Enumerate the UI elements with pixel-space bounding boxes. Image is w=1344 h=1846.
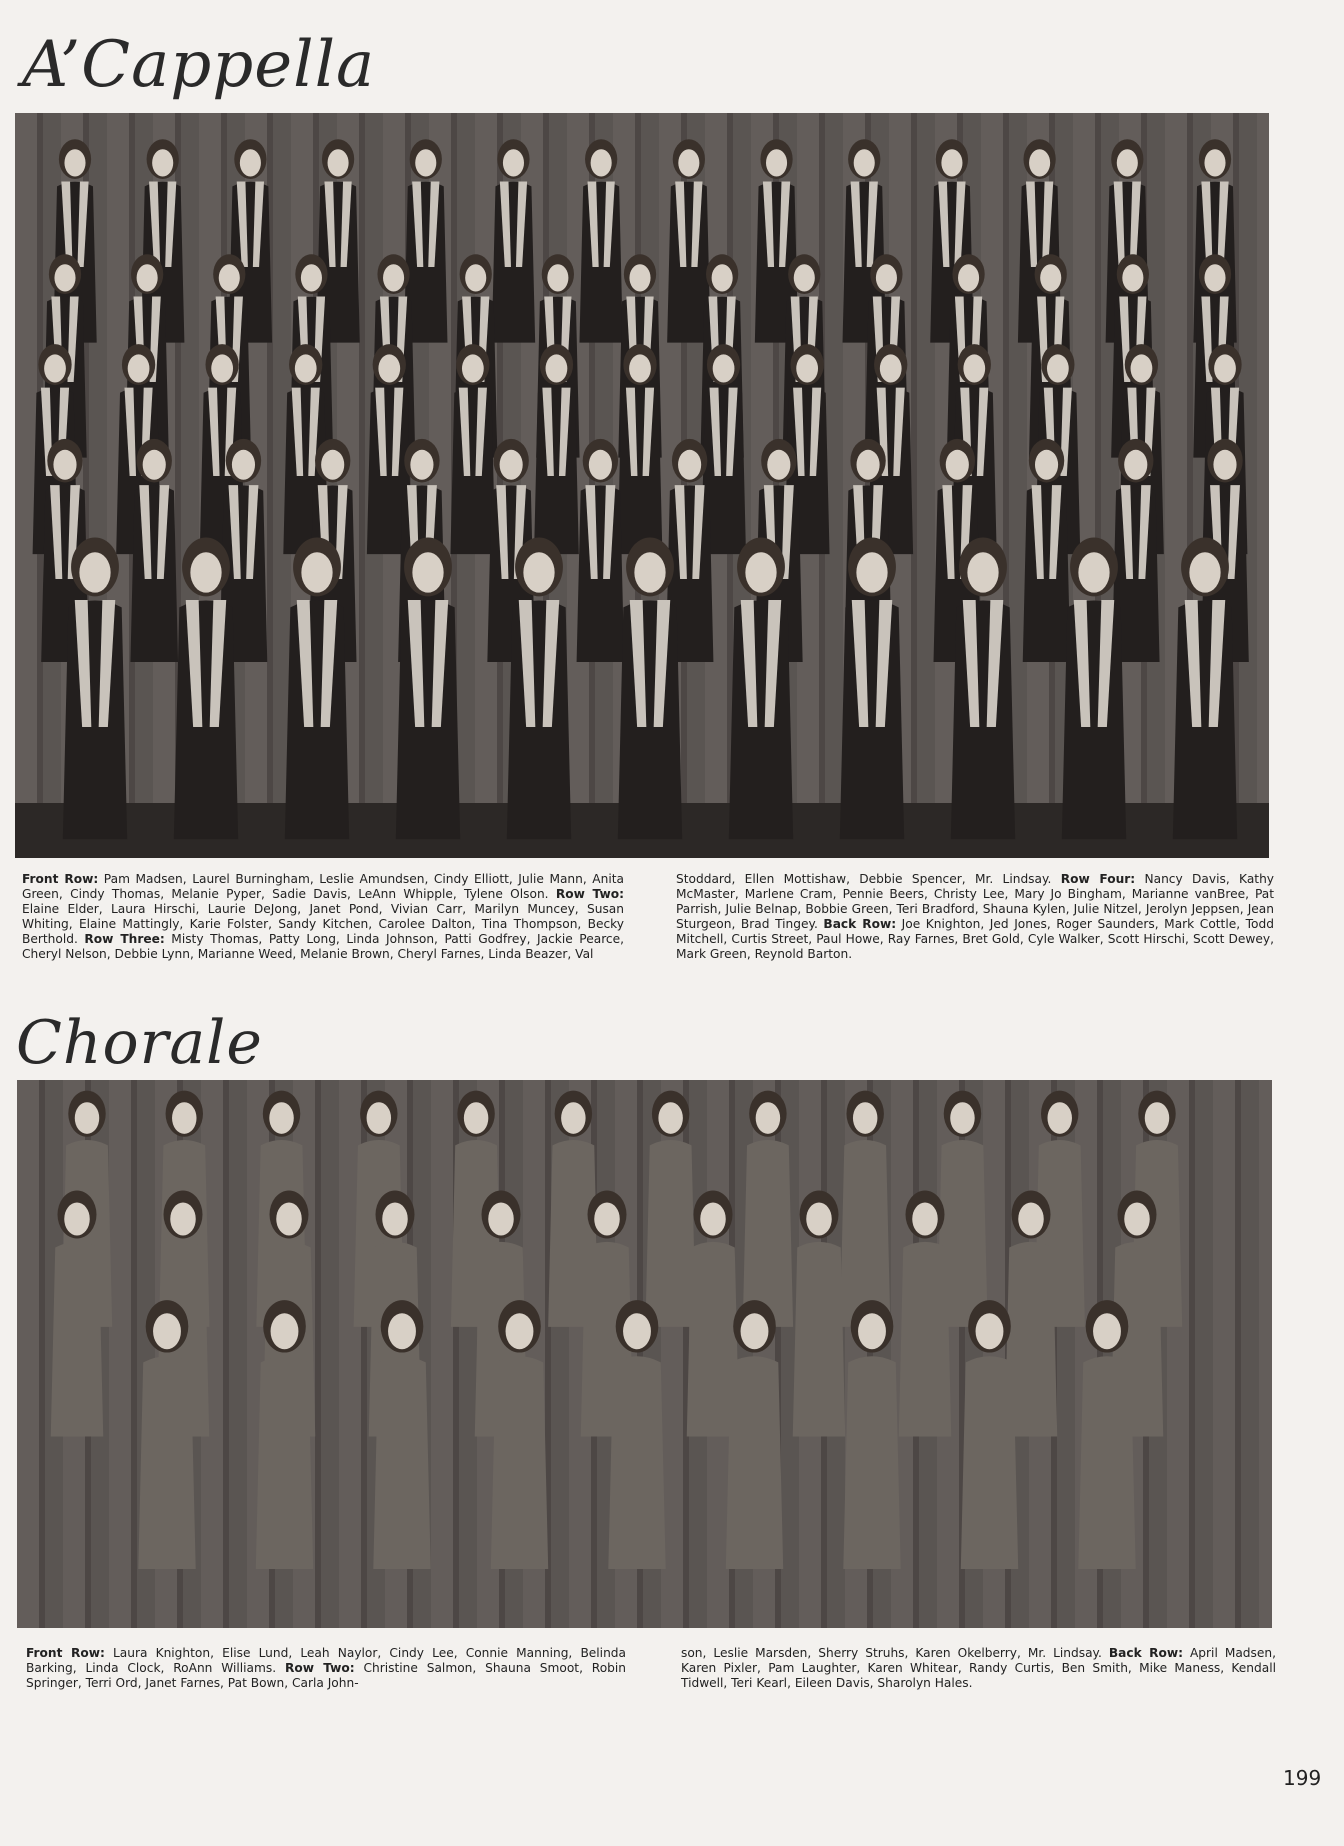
acappella-title: A’Cappella [22,28,376,102]
acappella-group-photo [15,113,1269,858]
caption-names: Christine Salmon, Shauna Smoot, Robin Springer, Terri Ord, Janet Farnes, Pat Bown, Carla John- [26,1661,627,1690]
caption-row-label: Back Row: [823,917,897,931]
caption-row-label: Back Row: [1108,1646,1183,1660]
chorale-title: Chorale [16,1008,263,1078]
caption-row-label: Row Two: [284,1661,355,1675]
page-number: 199 [1283,1766,1322,1790]
chorale-caption-right [681,1646,1276,1691]
caption-row-label: Front Row: [22,872,99,886]
caption-row-label: Row Two: [555,887,624,901]
caption-names: Laura Knighton, Elise Lund, Leah Naylor, Cindy Lee, Connie Manning, Belinda Barking, Linda Clock, RoAnn Williams. [26,1646,626,1675]
caption-row-label: Row Three: [84,932,165,946]
caption-row-label: Row Four: [1060,872,1136,886]
caption-names: April Madsen, Karen Pixler, Pam Laughter, Karen Whitear, Randy Curtis, Ben Smith, Mike Maness, Kendall Tidwell, Teri Kearl, Eileen Davis, Sharolyn Hales. [681,1646,1276,1690]
caption-names: Nancy Davis, Kathy McMaster, Marlene Cram, Pennie Beers, Christy Lee, Mary Jo Bingham, Marianne vanBree, Pat Parrish, Julie Belnap, Bobbie Green, Teri Bradford, Shauna Kylen, Julie Nitzel, Jerolyn Jeppsen, Jean Sturgeon, Brad Tingey. [676,872,1275,931]
caption-names: Misty Thomas, Patty Long, Linda Johnson, Patti Godfrey, Jackie Pearce, Cheryl Nelson, Debbie Lynn, Marianne Weed, Melanie Brown, Cheryl Farnes, Linda Beazer, Val [22,932,625,961]
acappella-caption-right [676,872,1274,962]
acappella-caption-left [22,872,624,962]
caption-names: Elaine Elder, Laura Hirschi, Laurie DeJong, Janet Pond, Vivian Carr, Marilyn Muncey, Susan Whiting, Elaine Mattingly, Karie Folster, Sandy Kitchen, Carolee Dalton, Tina Thompson, Becky Berthold. [22,902,624,946]
chorale-caption-left [26,1646,626,1691]
caption-names: Stoddard, Ellen Mottishaw, Debbie Spencer, Mr. Lindsay. [676,872,1061,886]
caption-names: Joe Knighton, Jed Jones, Roger Saunders, Mark Cottle, Todd Mitchell, Curtis Street, Paul Howe, Ray Farnes, Bret Gold, Cyle Walker, Scott Hirschi, Scott Dewey, Mark Green, Reynold Barton. [676,917,1274,961]
chorale-group-photo [17,1080,1272,1628]
caption-row-label: Front Row: [26,1646,105,1660]
caption-names: son, Leslie Marsden, Sherry Struhs, Karen Okelberry, Mr. Lindsay. [681,1646,1109,1660]
caption-names: Pam Madsen, Laurel Burningham, Leslie Amundsen, Cindy Elliott, Julie Mann, Anita Green, Cindy Thomas, Melanie Pyper, Sadie Davis, LeAnn Whipple, Tylene Olson. [22,872,624,901]
